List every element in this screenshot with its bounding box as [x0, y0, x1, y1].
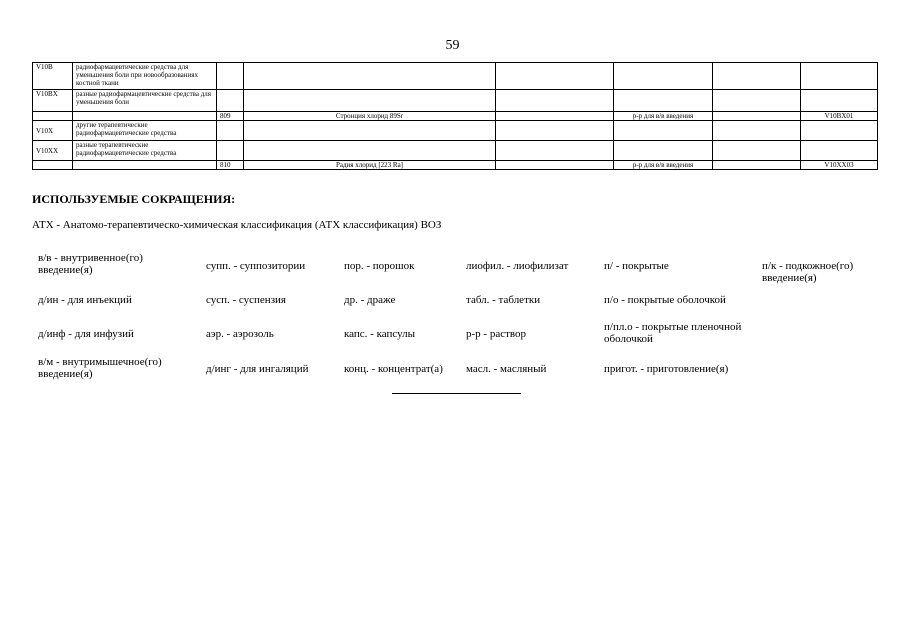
empty-cell — [496, 121, 614, 141]
number-cell — [217, 63, 244, 90]
code-cell — [801, 121, 878, 141]
abbreviation: д/инф - для инфузий — [38, 328, 134, 340]
abbreviation: д/ин - для инъекций — [38, 294, 132, 306]
group-cell: другие терапевтические радиофармацевтические средства — [73, 121, 217, 141]
number-cell: 810 — [217, 161, 244, 170]
atc-code-cell: V10BX — [33, 90, 73, 112]
atc-code-cell: V10B — [33, 63, 73, 90]
name-cell — [244, 90, 496, 112]
empty-cell — [713, 141, 801, 161]
empty-cell — [713, 112, 801, 121]
number-cell — [217, 121, 244, 141]
name-cell — [244, 63, 496, 90]
form-cell — [614, 90, 713, 112]
code-cell — [801, 90, 878, 112]
code-cell — [801, 141, 878, 161]
abbreviation: сусп. - суспензия — [206, 294, 286, 306]
number-cell — [217, 90, 244, 112]
abbreviation: п/к - подкожное(го) введение(я) — [762, 260, 854, 284]
abbreviation: д/инг - для ингаляций — [206, 363, 309, 375]
group-cell: разные радиофармацевтические средства для уменьшения боли — [73, 90, 217, 112]
abbreviation: р-р - раствор — [466, 328, 527, 340]
abbreviation: табл. - таблетки — [466, 294, 541, 306]
abbreviation: масл. - масляный — [466, 363, 547, 375]
form-cell — [614, 63, 713, 90]
table-row — [33, 161, 878, 170]
abbreviation: др. - драже — [344, 294, 396, 306]
atc-code-cell: V10X — [33, 121, 73, 141]
empty-cell — [496, 112, 614, 121]
form-cell — [614, 141, 713, 161]
empty-cell — [496, 161, 614, 170]
empty-cell — [496, 63, 614, 90]
form-cell: р-р для в/в введения — [614, 112, 713, 121]
abbreviation: аэр. - аэрозоль — [206, 328, 274, 340]
group-cell: разные терапевтические радиофармацевтические средства — [73, 141, 217, 161]
number-cell — [217, 141, 244, 161]
group-cell: радиофармацевтические средства для уменьшения боли при новообразованиях костной ткани — [73, 63, 217, 90]
atc-code-cell — [33, 161, 73, 170]
empty-cell — [496, 141, 614, 161]
abbreviation: пригот. - приготовление(я) — [604, 363, 729, 375]
table-row — [33, 141, 878, 161]
table-row — [33, 121, 878, 141]
form-cell: р-р для в/в введения — [614, 161, 713, 170]
form-cell — [614, 121, 713, 141]
name-cell — [244, 121, 496, 141]
atc-code-cell: V10XX — [33, 141, 73, 161]
abbreviation: п/пл.о - покрытые пленочной оболочкой — [604, 321, 742, 345]
atc-definition: АТХ - Анатомо-терапевтическо-химическая классификация (АТХ классификация) ВОЗ — [32, 219, 442, 231]
empty-cell — [496, 90, 614, 112]
name-cell: Стронция хлорид 89Sr — [244, 112, 496, 121]
abbreviation: пор. - порошок — [344, 260, 415, 272]
group-cell — [73, 112, 217, 121]
code-cell — [801, 63, 878, 90]
empty-cell — [713, 63, 801, 90]
atc-code-cell — [33, 112, 73, 121]
name-cell — [244, 141, 496, 161]
group-cell — [73, 161, 217, 170]
page-number: 59 — [445, 38, 460, 53]
abbreviation: п/о - покрытые оболочкой — [604, 294, 726, 306]
code-cell: V10XX03 — [801, 161, 878, 170]
table-row — [33, 63, 878, 90]
abbreviation: конц. - концентрат(а) — [344, 363, 443, 375]
abbreviations-title: ИСПОЛЬЗУЕМЫЕ СОКРАЩЕНИЯ: — [32, 192, 236, 206]
abbreviation: лиофил. - лиофилизат — [466, 260, 569, 272]
table-row — [33, 90, 878, 112]
empty-cell — [713, 161, 801, 170]
abbreviation: в/м - внутримышечное(го) введение(я) — [38, 356, 162, 380]
abbreviation: в/в - внутривенное(го) введение(я) — [38, 252, 143, 276]
abbreviation: капс. - капсулы — [344, 328, 416, 340]
name-cell: Радия хлорид [223 Ra] — [244, 161, 496, 170]
atc-table — [32, 62, 878, 170]
code-cell: V10BX01 — [801, 112, 878, 121]
table-row — [33, 112, 878, 121]
empty-cell — [713, 90, 801, 112]
abbreviation: супп. - суппозитории — [206, 260, 306, 272]
number-cell: 809 — [217, 112, 244, 121]
empty-cell — [713, 121, 801, 141]
abbreviation: п/ - покрытые — [604, 260, 669, 272]
end-rule — [392, 393, 521, 394]
